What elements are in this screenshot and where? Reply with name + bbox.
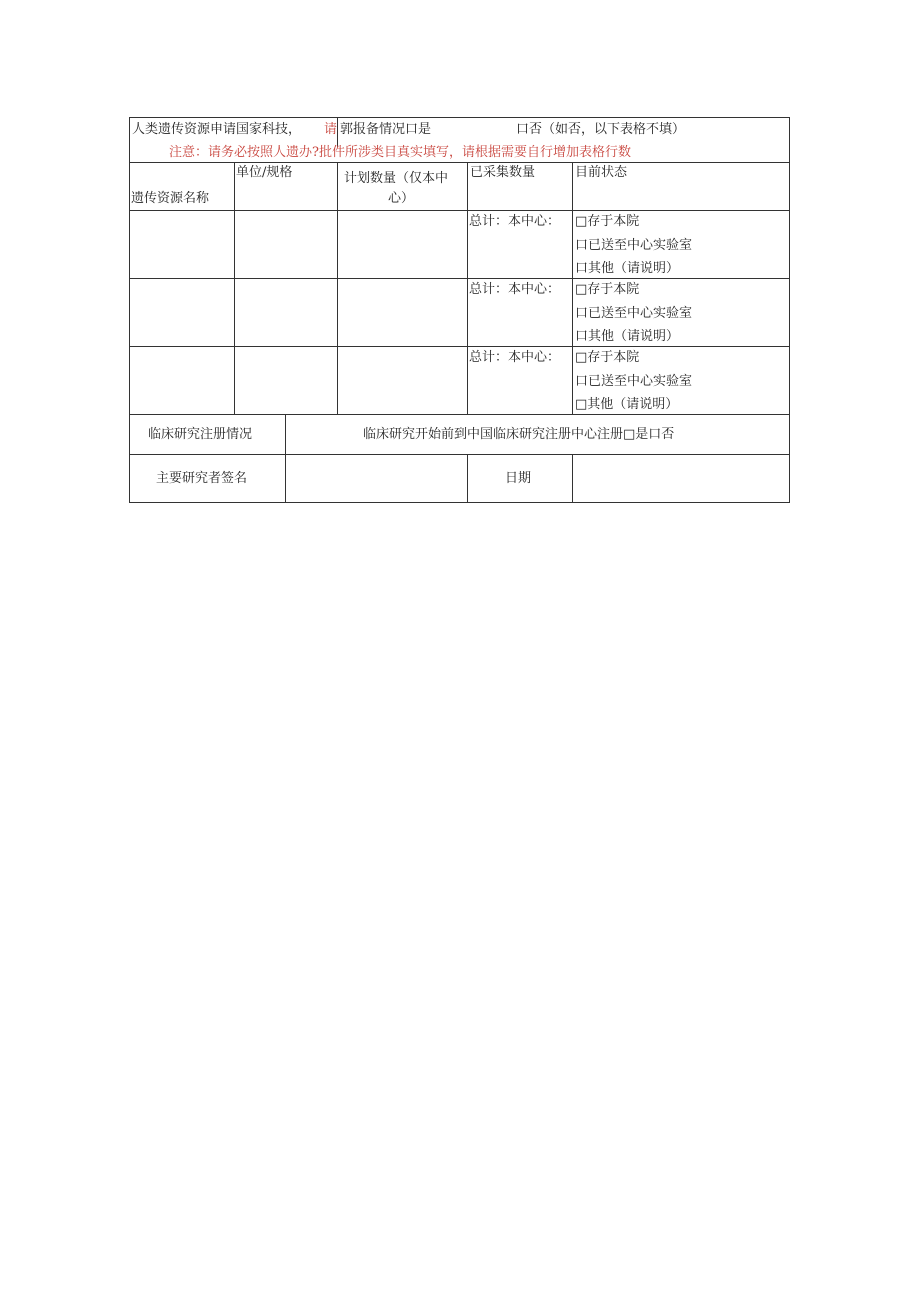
status-option-in-hospital[interactable]: □存于本院 <box>575 214 640 229</box>
status-option-other[interactable]: □其他（请说明） <box>575 397 679 412</box>
genetic-resource-form <box>129 117 790 503</box>
column-header-status: 目前状态 <box>575 165 628 180</box>
table-rule <box>129 162 790 163</box>
table-rule <box>129 278 790 279</box>
signature-field[interactable] <box>287 456 466 501</box>
table-rule <box>129 346 790 347</box>
approval-question-red: 请 <box>324 122 338 137</box>
approval-question-no-option: 口否（如否，以下表格不填） <box>516 122 686 137</box>
fill-instruction-note: 注意：请务必按照人遗办?批件所涉类目真实填写，请根据需要自行增加表格行数 <box>169 145 631 160</box>
row-collected-total: 总计：本中心： <box>469 282 561 297</box>
date-field[interactable] <box>574 456 788 501</box>
table-divider <box>234 162 235 415</box>
status-option-sent-to-lab[interactable]: 口已送至中心实验室 <box>575 374 693 389</box>
table-divider <box>285 414 286 503</box>
table-divider <box>467 162 468 415</box>
column-header-planned-line2: 心） <box>388 191 415 206</box>
column-header-collected: 已采集数量 <box>470 165 536 180</box>
row-collected-total: 总计：本中心： <box>469 214 561 229</box>
table-rule <box>129 414 790 415</box>
date-label: 日期 <box>505 471 532 486</box>
table-divider <box>337 117 338 147</box>
registration-question[interactable]: 临床研究开始前到中国临床研究注册中心注册□是口否 <box>363 427 675 442</box>
table-border-top <box>129 117 790 118</box>
approval-question-part2: 郭报备情况口是 <box>340 122 432 137</box>
approval-question-part1: 人类遗传资源申请国家科技， <box>132 122 302 137</box>
table-rule <box>129 210 790 211</box>
status-option-sent-to-lab[interactable]: 口已送至中心实验室 <box>575 238 693 253</box>
registration-label: 临床研究注册情况 <box>148 427 253 442</box>
investigator-signature-label: 主要研究者签名 <box>156 471 248 486</box>
table-divider <box>572 162 573 415</box>
status-option-sent-to-lab[interactable]: 口已送至中心实验室 <box>575 306 693 321</box>
row-collected-total: 总计：本中心： <box>469 350 561 365</box>
column-header-name: 遗传资源名称 <box>131 191 210 206</box>
table-divider <box>467 454 468 503</box>
status-option-in-hospital[interactable]: □存于本院 <box>575 350 640 365</box>
table-border-bottom <box>129 502 790 503</box>
column-header-unit: 单位/规格 <box>236 165 293 180</box>
table-border-right <box>789 117 790 503</box>
status-option-other[interactable]: 口其他（请说明） <box>575 261 680 276</box>
column-header-planned-line1: 计划数量（仅本中 <box>344 171 449 186</box>
table-divider <box>337 162 338 415</box>
table-rule <box>129 454 790 455</box>
table-border-left <box>129 117 130 503</box>
table-divider <box>572 454 573 503</box>
status-option-in-hospital[interactable]: □存于本院 <box>575 282 640 297</box>
status-option-other[interactable]: 口其他（请说明） <box>575 329 680 344</box>
